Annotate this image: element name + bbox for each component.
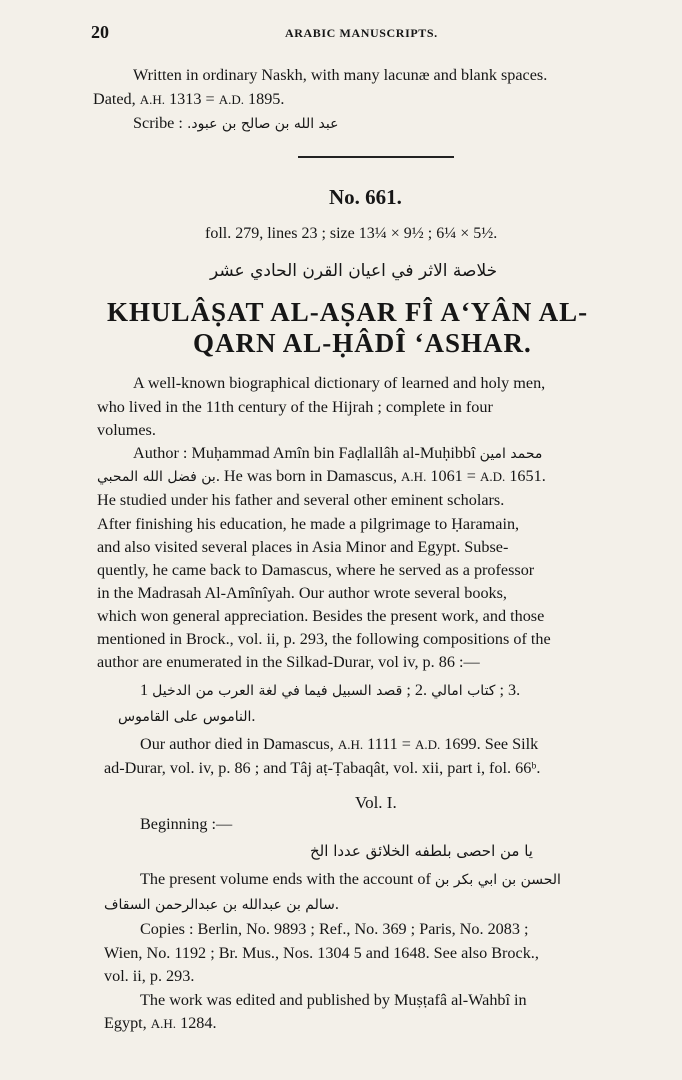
bio-line8: author are enumerated in the Silkad-Durar, vol iv, p. 86 :— xyxy=(97,653,480,671)
beginning-label: Beginning :— xyxy=(140,815,233,833)
bio-line2: After finishing his education, he made a pilgrimage to Ḥaramain, xyxy=(97,515,520,533)
desc-line1: A well-known biographical dictionary of learned and holy men, xyxy=(133,374,546,392)
author-line2: بن فضل الله المحبي. He was born in Damascus, A.H. 1061 = A.D. 1651. xyxy=(97,467,546,485)
desc-line3: volumes. xyxy=(97,421,156,439)
author-arabic-name: محمد امين xyxy=(479,446,543,462)
ends-line1: The present volume ends with the account of الحسن بن ابي بكر بن xyxy=(140,870,561,888)
bio-line7: mentioned in Brock., vol. ii, p. 293, the following compositions of the xyxy=(97,630,551,648)
copies-line3: vol. ii, p. 293. xyxy=(104,967,195,985)
running-title: ARABIC MANUSCRIPTS. xyxy=(285,26,438,40)
bio-line5: in the Madrasah Al-Amînîyah. Our author wrote several books, xyxy=(97,584,507,602)
died-line2: ad-Durar, vol. iv, p. 86 ; and Tâj aṭ-Ṭabaqât, vol. xii, part i, fol. 66ᵇ. xyxy=(104,759,541,777)
bio-line6: which won general appreciation. Besides the present work, and those xyxy=(97,607,545,625)
beginning-arabic: يا من احصى بلطفه الخلائق عددا الخ xyxy=(310,842,533,860)
section-divider xyxy=(298,156,454,158)
work-2-arabic: قصد السبيل فيما في لغة العرب من الدخيل xyxy=(152,683,403,699)
scribe-arabic: عبد الله بن صالح بن عبود. xyxy=(186,116,339,132)
bio-line3: and also visited several places in Asia Minor and Egypt. Subse- xyxy=(97,538,509,556)
folio-description: foll. 279, lines 23 ; size 13¼ × 9½ ; 6¼ × 5½. xyxy=(205,225,498,242)
volume-heading: Vol. I. xyxy=(355,793,397,812)
edited-line1: The work was edited and published by Muṣṭafâ al-Wahbî in xyxy=(140,991,527,1009)
work-3-arabic: الناموس على القاموس xyxy=(118,709,252,725)
work-1-arabic: كتاب امالي xyxy=(431,683,496,699)
prev-entry-line1: Written in ordinary Naskh, with many lacunæ and blank spaces. xyxy=(133,66,548,84)
page-number: 20 xyxy=(91,22,109,42)
copies-line2: Wien, No. 1192 ; Br. Mus., Nos. 1304 5 and 1648. See also Brock., xyxy=(104,944,539,962)
bio-line1: He studied under his father and several other eminent scholars. xyxy=(97,491,505,509)
author-arabic-father: بن فضل الله المحبي xyxy=(97,469,216,485)
bio-line4: quently, he came back to Damascus, where he served as a professor xyxy=(97,561,535,579)
ends-arabic1: الحسن بن ابي بكر بن xyxy=(434,872,561,888)
works-list-line2: الناموس على القاموس. xyxy=(118,707,256,725)
edited-line2: Egypt, A.H. 1284. xyxy=(104,1014,217,1032)
arabic-title: خلاصة الاثر في اعيان القرن الحادي عشر xyxy=(210,261,498,281)
author-line1: Author : Muḥammad Amîn bin Faḍlallâh al-Muḥibbî محمد امين xyxy=(133,444,543,462)
prev-entry-scribe: Scribe : عبد الله بن صالح بن عبود. xyxy=(133,114,339,132)
ends-arabic2: سالم بن عبدالله بن عبدالرحمن السقاف xyxy=(104,897,335,913)
works-list-line1: 1 قصد السبيل فيما في لغة العرب من الدخيل ; 2. كتاب امالي ; 3. xyxy=(140,681,521,699)
died-line1: Our author died in Damascus, A.H. 1111 = A.D. 1699. See Silk xyxy=(140,735,539,753)
entry-number: No. 661. xyxy=(329,185,402,209)
copies-line1: Copies : Berlin, No. 9893 ; Ref., No. 369 ; Paris, No. 2083 ; xyxy=(140,920,529,938)
title-line2: QARN AL-ḤÂDÎ ‘ASHAR. xyxy=(193,328,532,358)
title-line1: KHULÂṢAT AL-AṢAR FÎ A‘YÂN AL- xyxy=(107,297,589,327)
ends-line2: سالم بن عبدالله بن عبدالرحمن السقاف. xyxy=(104,895,339,913)
desc-line2: who lived in the 11th century of the Hijrah ; complete in four xyxy=(97,398,493,416)
prev-entry-dated: Dated, A.H. 1313 = A.D. 1895. xyxy=(93,90,285,108)
